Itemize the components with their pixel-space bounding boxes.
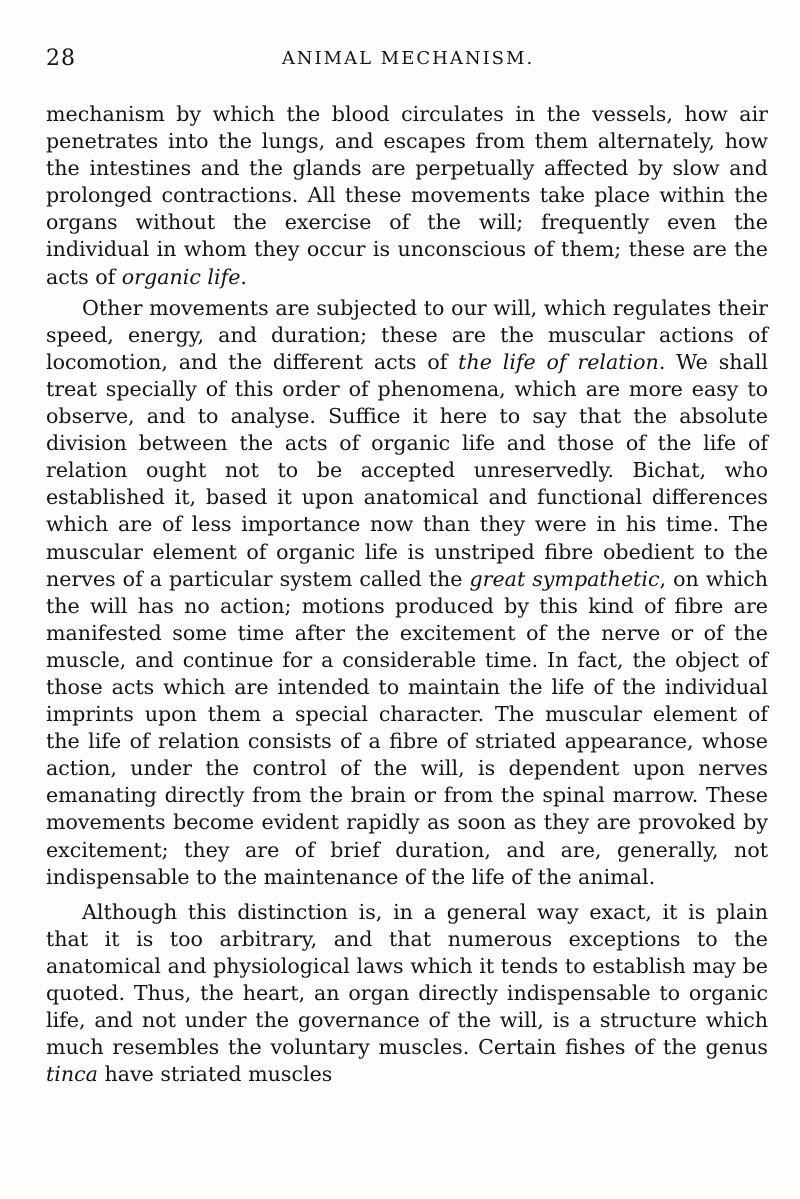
paragraph-3-segment: Although this distinction is, in a general way exact, it is plain that it is too arbitrary, and that numerous exceptions to the anatomical and physiological laws which it tends to establish may be quoted. Thus, the heart, an organ directly indispensable to organic life, and not under the governance of the will, is a structure which much resembles the voluntary muscles. Certain fishes of the genus xyxy=(46,899,768,1060)
paragraph-2-italic-term: great sympathetic xyxy=(469,566,660,591)
paragraph-3-segment: have striated muscles xyxy=(97,1062,333,1087)
paragraph-2-segment: , on which the will has no action; motions produced by this kind of fibre are manifested some time after the excitement of the nerve or of the muscle, and continue for a considerable time. In fact, the object of those acts which are intended to maintain the life of the individual imprints upon them a special character. The muscular element of the life of relation consists of a fibre of striated appearance, whose action, under the control of the will, is dependent upon nerves emanating directly from the brain or from the spinal marrow. These movements become evident rapidly as soon as they are provoked by excitement; they are of brief duration, and are, generally, not indispensable to the maintenance of the life of the animal. xyxy=(46,566,768,889)
paragraph-3 xyxy=(46,899,768,1089)
paragraph-3-italic-term: tinca xyxy=(46,1062,98,1087)
paragraph-1-segment: mechanism by which the blood circulates in the vessels, how air penetrates into the lungs, and escapes from them alternately, how the intestines and the glands are perpetually affected by slow and prolonged contractions. All these movements take place within the organs without the exercise of the will; frequently even the individual in whom they occur is unconscious of them; these are the acts of xyxy=(46,102,768,289)
paragraph-1-italic-term: organic life xyxy=(121,264,241,289)
paragraph-2-italic-term: the life of relation xyxy=(458,349,659,374)
paragraph-1-segment: . xyxy=(240,264,247,289)
paragraph-2-segment: Other movements are subjected to our will, which regulates their speed, energy, and duration; these are the muscular actions of locomotion, and the different acts of xyxy=(46,295,768,374)
page-header xyxy=(46,46,770,74)
page-number: 28 xyxy=(46,46,76,71)
paragraph-1 xyxy=(46,101,768,291)
body-text xyxy=(46,101,768,1092)
running-title: ANIMAL MECHANISM. xyxy=(281,48,535,69)
paragraph-2-segment: . We shall treat specially of this order of phenomena, which are more easy to observe, and to analyse. Suffice it here to say that the absolute division between the acts of organic life and those of the life of relation ought not to be accepted unreservedly. Bichat, who established it, based it upon anatomical and functional differences which are of less importance now than they were in his time. The muscular element of organic life is unstriped fibre obedient to the nerves of a particular system called the xyxy=(46,349,768,591)
paragraph-2 xyxy=(46,295,768,891)
